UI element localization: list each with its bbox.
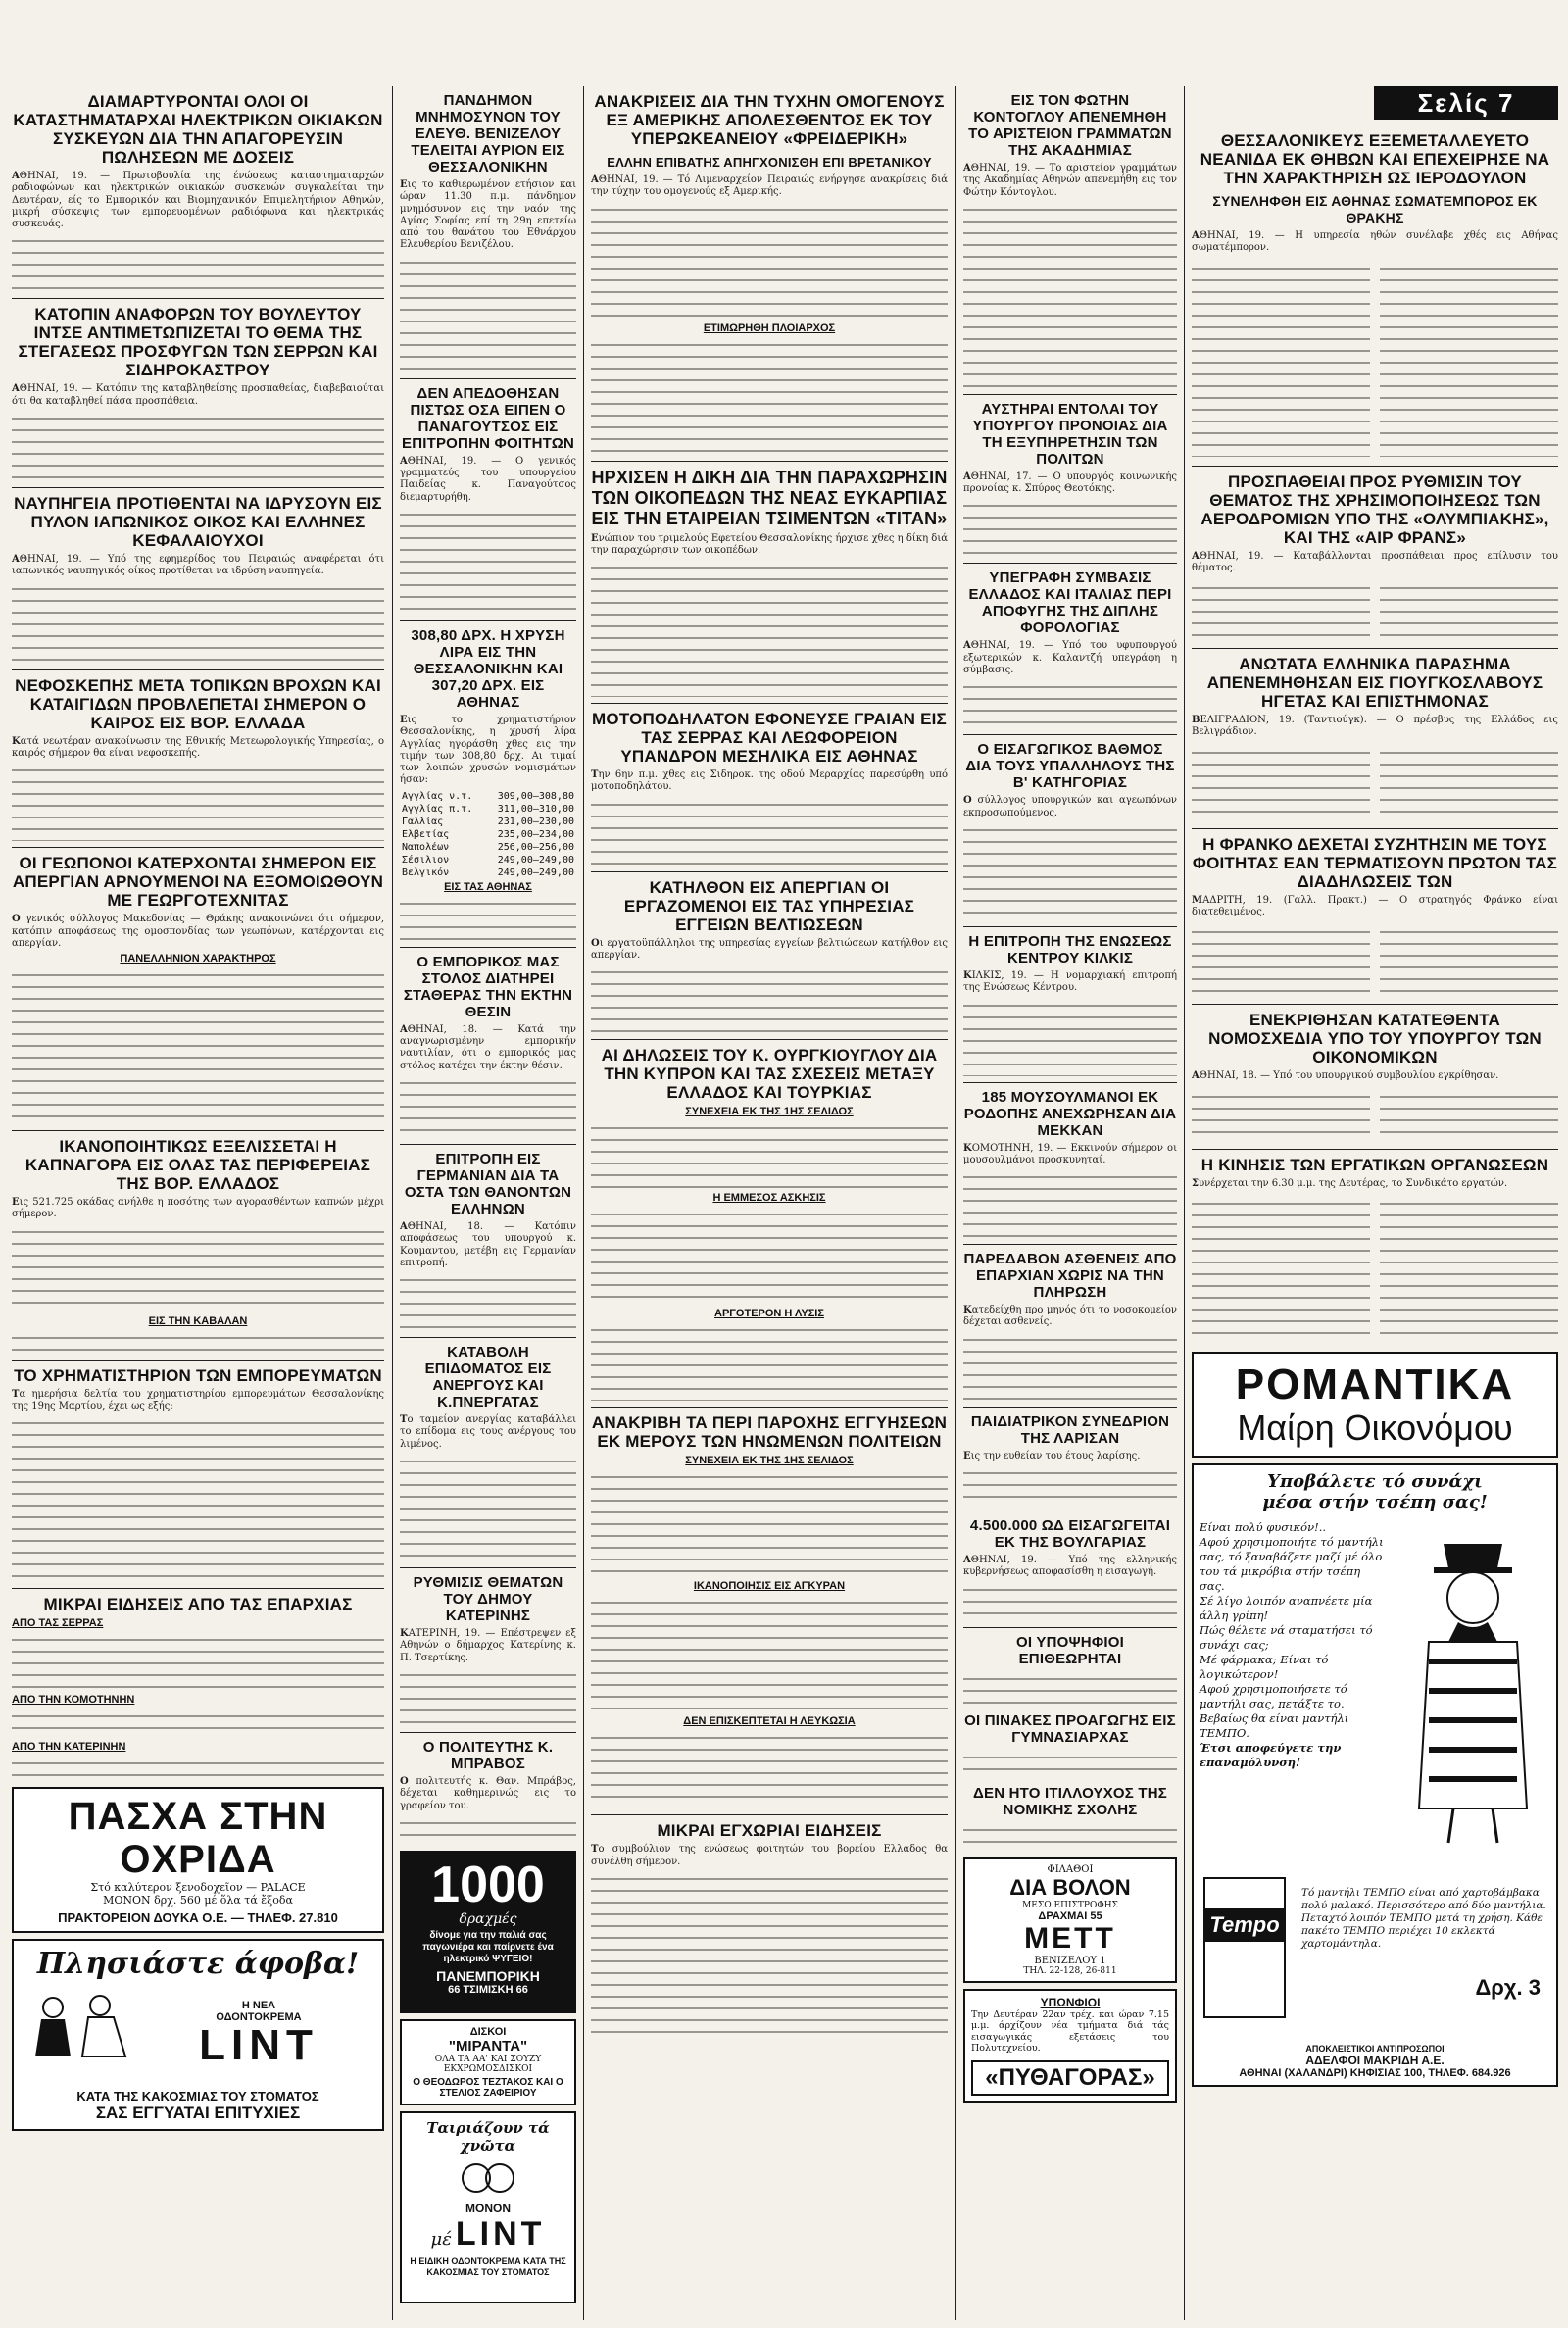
headline: Ο ΠΟΛΙΤΕΥΤΗΣ Κ. ΜΠΡΑΒΟΣ xyxy=(422,1738,554,1772)
column-2 xyxy=(400,86,576,2320)
headline: ΤΟ ΧΡΗΜΑΤΙΣΤΗΡΙΟΝ ΤΩΝ ΕΜΠΟΡΕΥΜΑΤΩΝ xyxy=(14,1365,382,1385)
ad-text: Έτσι αποφεύγετε την επαναμόλυνση! xyxy=(1200,1740,1342,1769)
headline: 4.500.000 ΩΔ ΕΙΣΑΓΩΓΕΙΤΑΙ ΕΚ ΤΗΣ ΒΟΥΛΓΑΡΙΑΣ xyxy=(969,1517,1171,1552)
ad-book xyxy=(1192,1352,1558,1458)
text-block xyxy=(12,1709,384,1738)
faces-illustration xyxy=(459,2158,517,2198)
ad-title: Πλησιάστε άφοβα! xyxy=(36,1947,360,1982)
text-block xyxy=(963,1332,1177,1401)
headline: ΑΝΩΤΑΤΑ ΕΛΛΗΝΙΚΑ ΠΑΡΑΣΗΜΑ ΑΠΕΝΕΜΗΘΗΣΑΝ ΕΙΣ ΓΙΟΥΓΚΟΣΛΑΒΟΥΣ ΗΓΕΤΑΣ ΚΑΙ ΕΠΙΣΤΗΜΟΝΑΣ xyxy=(1206,655,1544,712)
ad-text: ΚΑΤΑ ΤΗΣ ΚΑΚΟΣΜΙΑΣ ΤΟΥ ΣΤΟΜΑΤΟΣ xyxy=(76,2089,319,2105)
ad-pythagoras xyxy=(963,1989,1177,2103)
headline: ΜΙΚΡΑΙ ΕΙΔΗΣΕΙΣ ΑΠΟ ΤΑΣ ΕΠΑΡΧΙΑΣ xyxy=(43,1595,353,1614)
ad-lint xyxy=(12,1939,384,2131)
headline: ΠΑΝΔΗΜΟΝ ΜΝΗΜΟΣΥΝΟΝ ΤΟΥ ΕΛΕΥΘ. ΒΕΝΙΖΕΛΟΥ ΤΕΛΕΙΤΑΙ ΑΥΡΙΟΝ ΕΙΣ ΘΕΣΣΑΛΟΝΙΚΗΝ xyxy=(411,92,565,175)
column-rule xyxy=(1184,86,1185,2320)
text-block xyxy=(12,1224,384,1313)
headline: ΑΝΑΚΡΙΒΗ ΤΑ ΠΕΡΙ ΠΑΡΟΧΗΣ ΕΓΓΥΗΣΕΩΝ ΕΚ ΜΕΡΟΥΣ ΤΩΝ ΗΝΩΜΕΝΩΝ ΠΟΛΙΤΕΙΩΝ xyxy=(591,1413,948,1452)
rate-row xyxy=(400,854,576,867)
headline: ΑΙ ΔΗΛΩΣΕΙΣ ΤΟΥ Κ. ΟΥΡΓΚΙΟΥΓΛΟΥ ΔΙΑ ΤΗΝ ΚΥΠΡΟΝ ΚΑΙ ΤΑΣ ΣΧΕΣΕΙΣ ΜΕΤΑΞΥ ΕΛΛΑΔΟΣ ΚΑΙ ΤΟΥΡΚΙΑΣ xyxy=(601,1046,938,1103)
rate-label: Βελγικόν xyxy=(402,867,450,878)
subheading: ΕΙΣ ΤΗΝ ΚΑΒΑΛΑΝ xyxy=(148,1314,248,1327)
article-text: Οι εργατοϋπάλληλοι της υπηρεσίας εγγείων βελτιώσεων κατήλθον εις απεργίαν. xyxy=(591,937,948,962)
text-block xyxy=(12,1632,384,1691)
text-block xyxy=(591,337,948,455)
article-text: ΑΘΗΝΑΙ, 18. — Υπό του υπουργικού συμβουλίου εγκρίθησαν. xyxy=(1192,1070,1499,1082)
article-text: ΑΘΗΝΑΙ, 18. — Κατόπιν αποφάσεως του υπουργού κ. Κουμαντου, μετέβη εις Γερμανίαν επιτροπή. xyxy=(400,1220,576,1268)
headline: 185 ΜΟΥΣΟΥΛΜΑΝΟΙ ΕΚ ΡΟΔΟΠΗΣ ΑΝΕΧΩΡΗΣΑΝ ΔΙΑ ΜΕΚΚΑΝ xyxy=(963,1088,1177,1139)
article-text: ΑΘΗΝΑΙ, 17. — Ο υπουργός κοινωνικής προνοίας κ. Σπύρος Θεοτόκης. xyxy=(963,471,1177,495)
column-1 xyxy=(12,86,384,2320)
text-block xyxy=(400,255,576,372)
ad-text: Στό καλύτερον ξενοδοχεῖον — PALACE xyxy=(90,1881,306,1895)
text-block xyxy=(963,998,1177,1076)
headline: ΟΙ ΥΠΟΨΗΦΙΟΙ ΕΠΙΘΕΩΡΗΤΑΙ xyxy=(1016,1633,1124,1667)
headline: ΠΑΡΕΔΑΒΟΝ ΑΣΘΕΝΕΙΣ ΑΠΟ ΕΠΑΡΧΙΑΝ ΧΩΡΙΣ ΝΑ ΤΗΝ ΠΛΗΡΩΣΗ xyxy=(963,1251,1177,1302)
article-text: Ο γενικός σύλλογος Μακεδονίας — Θράκης ανακοινώνει ότι σήμερον, κατόπιν αποφάσεως της ομοσπονδίας των γεωπόνων, κατέρχονται εις απεργίαν. xyxy=(12,914,384,949)
text-block xyxy=(12,581,384,664)
article-text: Εις το καθιερωμένον ετήσιον και ώραν 11.30 π.μ. πάνδημον μνημόσυνον εις την ναόν της Αγίας Σοφίας επί τη 29η επετείω από του θανάτου του Εθνάρχου Ελευθερίου Βενιζέλου. xyxy=(400,179,576,251)
article-text: Εις το χρηματιστήριον Θεσσαλονίκης, η χρυσή λίρα Αγγλίας ηγοράσθη χθες εις την τιμήν των 308,80 δρχ. Αι τιμαί των λοιπών χρυσών νομισμάτων ήσαν: xyxy=(400,714,576,786)
column-5 xyxy=(1192,125,1558,2320)
article-text: ΑΘΗΝΑΙ, 19. — Η υπηρεσία ηθών συνέλαβε χθές εις Αθήνας σωματέμπορον. xyxy=(1192,230,1558,254)
ad-discs xyxy=(400,2019,576,2105)
headline: 308,80 ΔΡΧ. Η ΧΡΥΣΗ ΛΙΡΑ ΕΙΣ ΤΗΝ ΘΕΣΣΑΛΟΝΙΚΗΝ ΚΑΙ 307,20 ΔΡΧ. ΕΙΣ ΑΘΗΝΑΣ xyxy=(411,626,565,711)
article-text: Συνέρχεται την 6.30 μ.μ. της Δευτέρας, το Συνδικάτο εργατών. xyxy=(1192,1177,1508,1189)
text-block xyxy=(963,1750,1177,1779)
ad-amount: 1000 xyxy=(431,1856,545,1913)
ad-text: ΜΕΣΩ ΕΠΙΣΤΡΟΦΗΣ xyxy=(1022,1900,1118,1910)
text-block xyxy=(963,822,1177,920)
article-text: ΑΘΗΝΑΙ, 19. — Υπό της ελληνικής κυβερνήσεως αποφασίσθη η εισαγωγή. xyxy=(963,1555,1177,1578)
ad-text: ΑΘΗΝΑΙ (ΧΑΛΑΝΔΡΙ) ΚΗΦΙΣΙΑΣ 100, ΤΗΛΕΦ. 684.926 xyxy=(1239,2066,1511,2079)
article-text: ΑΘΗΝΑΙ, 19. — Ο γενικός γραμματεύς του υπουργείου Παιδείας κ. Παναγούτσος διεμαρτυρήθη. xyxy=(400,455,576,503)
headline: Ο ΕΜΠΟΡΙΚΟΣ ΜΑΣ ΣΤΟΛΟΣ ΔΙΑΤΗΡΕΙ ΣΤΑΘΕΡΑΣ ΤΗΝ ΕΚΤΗΝ ΘΕΣΙΝ xyxy=(403,953,573,1020)
article-text: Ο σύλλογος υπουργικών και αγεωπόνων εκπροσωπούμενος. xyxy=(963,795,1177,818)
column-3 xyxy=(591,86,948,2320)
text-block xyxy=(963,1465,1177,1505)
ad-address: 66 ΤΣΙΜΙΣΚΗ 66 xyxy=(448,1983,528,1996)
headline: ΜΙΚΡΑΙ ΕΓΧΩΡΙΑΙ ΕΙΔΗΣΕΙΣ xyxy=(657,1821,882,1841)
headline: ΜΟΤΟΠΟΔΗΛΑΤΟΝ ΕΦΟΝΕΥΣΕ ΓΡΑΙΑΝ ΕΙΣ ΤΑΣ ΣΕΡΡΑΣ ΚΑΙ ΛΕΩΦΟΡΕΙΟΝ ΥΠΑΝΔΡΟΝ ΜΕΣΗΛΙΚΑ ΕΙΣ ΑΘΗΝΑΣ xyxy=(592,710,947,767)
ad-price: ΔΡΑΧΜΑΙ 55 xyxy=(1038,1909,1102,1922)
headline: ΣΥΝΕΛΗΦΘΗ ΕΙΣ ΑΘΗΝΑΣ ΣΩΜΑΤΕΜΠΟΡΟΣ ΕΚ ΘΡΑΚΗΣ xyxy=(1212,193,1538,225)
subheading: ΑΠΟ ΤΗΝ ΚΟΜΟΤΗΝΗΝ xyxy=(12,1694,135,1707)
text-block xyxy=(591,965,948,1033)
article-text: Εις 521.725 οκάδας ανήλθε η ποσότης των αγορασθέντων καπνών μέχρι σήμερον. xyxy=(12,1197,384,1220)
headline: ΕΙΣ ΤΟΝ ΦΩΤΗΝ ΚΟΝΤΟΓΛΟΥ ΑΠΕΝΕΜΗΘΗ ΤΟ ΑΡΙΣΤΕΙΟΝ ΓΡΑΜΜΑΤΩΝ ΤΗΣ ΑΚΑΔΗΜΙΑΣ xyxy=(968,92,1172,159)
ad-title: μέσα στήν τσέπη σας! xyxy=(1262,1491,1488,1512)
rate-row xyxy=(400,816,576,828)
subheading: ΑΡΓΟΤΕΡΟΝ Η ΛΥΣΙΣ xyxy=(714,1308,824,1320)
ad-film xyxy=(963,1857,1177,1983)
rate-value: 249,00—249,00 xyxy=(497,854,574,866)
ad-1000-drachmas xyxy=(400,1851,576,2013)
ad-text: Σέ λίγο λοιπόν αναπνέετε μία άλλη γρίπη! xyxy=(1200,1593,1373,1622)
ad-lint-2 xyxy=(400,2111,576,2303)
headline: Η ΦΡΑΝΚΟ ΔΕΧΕΤΑΙ ΣΥΖΗΤΗΣΙΝ ΜΕ ΤΟΥΣ ΦΟΙΤΗΤΑΣ ΕΑΝ ΤΕΡΜΑΤΙΣΟΥΝ ΠΡΩΤΟΝ ΤΑΣ ΔΙΑΔΗΛΩΣΕΙΣ ΤΩΝ xyxy=(1192,834,1558,891)
article-text: ΑΘΗΝΑΙ, 19. — Τό Λιμεναρχείον Πειραιώς ενήργησε ανακρίσεις διά την τύχην του ομογενούς εξ Αμερικής. xyxy=(591,174,948,198)
headline: ΑΥΣΤΗΡΑΙ ΕΝΤΟΛΑΙ ΤΟΥ ΥΠΟΥΡΓΟΥ ΠΡΟΝΟΙΑΣ ΔΙΑ ΤΗ ΕΞΥΠΗΡΕΤΗΣΙΝ ΤΩΝ ΠΟΛΙΤΩΝ xyxy=(972,400,1168,468)
ad-text: Αφού χρησιμοποιήτε τό μαντήλι σας, τό ξαναβάζετε μαζί μέ όλο του τά μικρόβια στήν τσέπη σας. xyxy=(1200,1534,1384,1593)
subheading: ΠΑΝΕΛΛΗΝΙΟΝ ΧΑΡΑΚΤΗΡΟΣ xyxy=(120,953,276,966)
article-text: ΚΑΤΕΡΙΝΗ, 19. — Επέστρεψεν εξ Αθηνών ο δήμαρχος Κατερίνης κ. Π. Τσερτίκης. xyxy=(400,1628,576,1663)
subheading: ΣΥΝΕΧΕΙΑ ΕΚ ΤΗΣ 1ΗΣ ΣΕΛΙΔΟΣ xyxy=(685,1106,854,1118)
ad-brand: «ΠΥΘΑΓΟΡΑΣ» xyxy=(971,2060,1169,2096)
headline: ΟΙ ΠΙΝΑΚΕΣ ΠΡΟΑΓΩΓΗΣ ΕΙΣ ΓΥΜΝΑΣΙΑΡΧΑΣ xyxy=(964,1711,1176,1746)
ad-text: Τό μαντήλι ΤΕΜΠΟ είναι από χαρτοβάμβακα πολύ μαλακό. Περισσότερο από δύο μαντήλια. Πεταχτό λοιπόν ΤΕΜΠΟ μετά τη χρήση. Κάθε πακέτο ΤΕΜΠΟ περιέχει 10 εκλεκτά χαρτομάντηλα. xyxy=(1301,1886,1546,1950)
ad-text: Η ΕΙΔΙΚΗ ΟΔΟΝΤΟΚΡΕΜΑ ΚΑΤΑ ΤΗΣ ΚΑΚΟΣΜΙΑΣ ΤΟΥ ΣΤΟΜΑΤΟΣ xyxy=(410,2255,566,2277)
text-block xyxy=(12,967,384,1124)
rate-label: Αγγλίας π.τ. xyxy=(402,803,473,815)
rate-label: Ελβετίας xyxy=(402,828,450,840)
ad-label: ΔΙΣΚΟΙ xyxy=(469,2025,507,2038)
rate-value: 309,00—308,80 xyxy=(497,790,574,802)
ad-brand: ΜΕΤΤ xyxy=(1024,1921,1116,1955)
rate-value: 231,00—230,00 xyxy=(497,816,574,827)
ad-text: Η ΝΕΑ xyxy=(241,2000,276,2012)
article-text: ΑΘΗΝΑΙ, 19. — Πρωτοβουλία της ένώσεως καταστηματαρχών ραδιοφώνων και ηλεκτρικών οικιακών συσκευών συγκαλείται την Δευτέραν, είς το Εμπορικόν και Βιομηχανικόν Επιμελητήριον Αθηνών, μικρή σύσκεψις των εμπορευομένων ραδιόφωνα και ηλεκτρικάς συσκευάς. xyxy=(12,171,384,230)
subheading: Η ΕΜΜΕΣΟΣ ΑΣΚΗΣΙΣ xyxy=(712,1192,826,1205)
article-text: Κατά νεωτέραν ανακοίνωσιν της Εθνικής Μετεωρολογικής Υπηρεσίας, ο καιρός σήμερον θα είναι νεφοσκεπής. xyxy=(12,735,384,759)
article-text: Το συμβούλιον της ενώσεως φοιτητών του βορείου Ελλαδος θα συνέλθη σήμερον. xyxy=(591,1844,948,1867)
rate-label: Γαλλίας xyxy=(402,816,444,827)
text-block xyxy=(12,1330,384,1354)
ad-text: Αφού χρησιμοποιήσετε τό μαντήλι σας, πετάξτε το. Βεβαίως θα είναι μαντήλι ΤΕΜΠΟ. xyxy=(1200,1681,1349,1740)
headline: ΔΕΝ ΗΤΟ ΙΤΙΛΛΟΥΧΟΣ ΤΗΣ ΝΟΜΙΚΗΣ ΣΧΟΛΗΣ xyxy=(973,1784,1167,1818)
rate-row xyxy=(400,803,576,816)
ad-brand: LINT xyxy=(455,2214,546,2253)
article-text: ΑΘΗΝΑΙ, 19. — Κατόπιν της καταβληθείσης προσπαθείας, διαβεβαιούται ότι θα καταβληθεί πάσα προσπάθεια. xyxy=(12,383,384,407)
headline: ΔΕΝ ΑΠΕΔΟΘΗΣΑΝ ΠΙΣΤΩΣ ΟΣΑ ΕΙΠΕΝ Ο ΠΑΝΑΓΟΥΤΣΟΣ ΕΙΣ ΕΠΙΤΡΟΠΗΝ ΦΟΙΤΗΤΩΝ xyxy=(402,384,574,452)
headline: ΕΛΛΗΝ ΕΠΙΒΑΤΗΣ ΑΠΗΓΧΟΝΙΣΘΗ ΕΠΙ ΒΡΕΤΑΝΙΚΟΥ xyxy=(607,155,932,170)
text-block xyxy=(12,1756,384,1781)
ad-oxrida xyxy=(12,1787,384,1933)
text-block xyxy=(591,202,948,320)
column-rule xyxy=(583,86,584,2320)
text-block xyxy=(12,233,384,292)
ad-text: μέ xyxy=(430,2228,452,2250)
ad-text: ΑΔΕΛΦΟΙ ΜΑΚΡΙΔΗ Α.Ε. xyxy=(1305,2053,1445,2067)
ad-price: Δρχ. 3 xyxy=(1475,1974,1541,2000)
ad-text: δίνομε για την παλιά σας παγωνιέρα και παίρνετε ένα ηλεκτρικό ΨΥΓΕΙΟ! xyxy=(422,1929,554,1964)
text-block xyxy=(400,1272,576,1331)
ad-phone: ΤΗΛ. 22-128, 26-811 xyxy=(1023,1965,1117,1976)
article-text: ΒΕΛΙΓΡΑΔΙΟΝ, 19. (Ταντιούγκ). — Ο πρέσβυς της Ελλάδος εις Βελιγράδιον. xyxy=(1192,715,1558,738)
rate-label: Ναπολέων xyxy=(402,841,450,853)
rate-row xyxy=(400,790,576,803)
ad-title: ΠΑΣΧΑ ΣΤΗΝ ΟΧΡΙΔΑ xyxy=(68,1795,328,1882)
subheading: ΕΙΣ ΤΑΣ ΑΘΗΝΑΣ xyxy=(444,880,532,893)
rate-label: Αγγλίας ν.τ. xyxy=(402,790,473,802)
ad-author: Μαίρη Οικονόμου xyxy=(1237,1407,1513,1448)
subheading: ΙΚΑΝΟΠΟΙΗΣΙΣ ΕΙΣ ΑΓΚΥΡΑΝ xyxy=(693,1580,846,1593)
headline: ΙΚΑΝΟΠΟΙΗΤΙΚΩΣ ΕΞΕΛΙΣΣΕΤΑΙ Η ΚΑΠΝΑΓΟΡΑ ΕΙΣ ΟΛΑΣ ΤΑΣ ΠΕΡΙΦΕΡΕΙΑΣ ΤΗΣ ΒΟΡ. ΕΛΛΑΔΟΣ xyxy=(24,1137,371,1194)
headline: ΟΙ ΓΕΩΠΟΝΟΙ ΚΑΤΕΡΧΟΝΤΑΙ ΣΗΜΕΡΟΝ ΕΙΣ ΑΠΕΡΓΙΑΝ ΑΡΝΟΥΜΕΝΟΙ ΝΑ ΕΞΟΜΟΙΩΘΟΥΝ ΜΕ ΓΕΩΡΓΟΤΕΧΝΙΤΑΣ xyxy=(12,854,384,911)
ad-text: ΣΑΣ ΕΓΓΥΑΤΑΙ ΕΠΙΤΥΧΙΕΣ xyxy=(95,2104,301,2123)
text-block xyxy=(963,1582,1177,1621)
headline: ΠΑΙΔΙΑΤΡΙΚΟΝ ΣΥΝΕΔΡΙΟΝ ΤΗΣ ΛΑΡΙΣΑΝ xyxy=(970,1412,1170,1447)
rate-row xyxy=(400,841,576,854)
couple-illustration xyxy=(24,1992,141,2060)
subheading: ΑΠΟ ΤΗΝ ΚΑΤΕΡΙΝΗΝ xyxy=(12,1741,126,1754)
ad-title: ΡΟΜΑΝΤΙΚΑ xyxy=(1235,1360,1515,1409)
headline: ΥΠΕΓΡΑΦΗ ΣΥΜΒΑΣΙΣ ΕΛΛΑΔΟΣ ΚΑΙ ΙΤΑΛΙΑΣ ΠΕΡΙ ΑΠΟΦΥΓΗΣ ΤΗΣ ΔΙΠΛΗΣ ΦΟΡΟΛΟΓΙΑΣ xyxy=(968,570,1172,637)
ad-text: ΑΠΟΚΛΕΙΣΤΙΚΟΙ ΑΝΤΙΠΡΟΣΩΠΟΙ xyxy=(1305,2043,1445,2054)
headline: ΝΕΦΟΣΚΕΠΗΣ ΜΕΤΑ ΤΟΠΙΚΩΝ ΒΡΟΧΩΝ ΚΑΙ ΚΑΤΑΙΓΙΔΩΝ ΠΡΟΒΛΕΠΕΤΑΙ ΣΗΜΕΡΟΝ Ο ΚΑΙΡΟΣ ΕΙΣ ΒΟΡ. ΕΛΛΑΔΑ xyxy=(15,675,381,732)
ad-pack-brand: Tempo xyxy=(1205,1908,1284,1942)
headline: ΘΕΣΣΑΛΟΝΙΚΕΥΣ ΕΞΕΜΕΤΑΛΛΕΥΕΤΟ ΝΕΑΝΙΔΑ ΕΚ ΘΗΒΩΝ ΚΑΙ ΕΠΕΧΕΙΡΗΣΕ ΝΑ ΤΗΝ ΧΑΡΑΚΤΗΡΙΣΗ ΩΣ ΙΕΡΟΔΟΥΛΟΝ xyxy=(1200,131,1550,187)
text-block xyxy=(963,1671,1177,1707)
text-block xyxy=(963,679,1177,728)
text-block xyxy=(591,560,948,697)
article-text: ΜΑΔΡΙΤΗ, 19. (Γαλλ. Πρακτ.) — Ο στρατηγός Φράνκο είναι διατεθειμένος. xyxy=(1192,894,1558,918)
ad-text: ΜΟΝΟΝ δρχ. 560 μέ ὅλα τά ἔξοδα xyxy=(103,1894,293,1907)
ad-address: ΒΕΝΙΖΕΛΟΥ 1 xyxy=(1034,1955,1106,1966)
ad-title: Ταιριάζουν τά χνῶτα xyxy=(426,2118,550,2155)
headline: ΕΝΕΚΡΙΘΗΣΑΝ ΚΑΤΑΤΕΘΕΝΤΑ ΝΟΜΟΣΧΕΔΙΑ ΥΠΟ ΤΟΥ ΥΠΟΥΡΓΟΥ ΤΩΝ ΟΙΚΟΝΟΜΙΚΩΝ xyxy=(1208,1011,1542,1067)
ad-title: ΔΙΑ ΒΟΛΟΝ xyxy=(1009,1874,1131,1900)
article-text: ΑΘΗΝΑΙ, 18. — Κατά την αναγνωρισμένην εμπορικήν ναυτιλίαν, ότι ο εμπορικός μας στόλος κατέχει την έκτην θέσιν. xyxy=(400,1023,576,1071)
ad-text: ΟΔΟΝΤΟΚΡΕΜΑ xyxy=(216,2011,302,2024)
text-block xyxy=(963,202,1177,388)
rate-value: 311,00—310,00 xyxy=(497,803,574,815)
ad-store: ΠΑΝΕΜΠΟΡΙΚΗ xyxy=(436,1967,540,1984)
headline: ΔΙΑΜΑΡΤΥΡΟΝΤΑΙ ΟΛΟΙ ΟΙ ΚΑΤΑΣΤΗΜΑΤΑΡΧΑΙ ΗΛΕΚΤΡΙΚΩΝ ΟΙΚΙΑΚΩΝ ΣΥΣΚΕΥΩΝ ΔΙΑ ΤΗΝ ΑΠΑΓΟΡΕΥΣΙΝ ΠΩΛΗΣΕΩΝ ΜΕ ΔΟΣΕΙΣ xyxy=(13,92,383,167)
rate-label: Σέσιλιον xyxy=(402,854,450,866)
ad-text: Την Δευτέραν 22αν τρέχ. και ώραν 7.15 μ.μ. άρχίζουν νέα τμήματα διά τάς εισαγωγικάς εξετάσεις του Πολυτεχνείου. xyxy=(971,2008,1169,2055)
article-text: Το ταμείον ανεργίας καταβάλλει το επίδομα εις τους ανέργους του λιμένος. xyxy=(400,1414,576,1450)
headline: ΑΝΑΚΡΙΣΕΙΣ ΔΙΑ ΤΗΝ ΤΥΧΗΝ ΟΜΟΓΕΝΟΥΣ ΕΞ ΑΜΕΡΙΚΗΣ ΑΠΟΛΕΣΘΕΝΤΟΣ ΕΚ ΤΟΥ ΥΠΕΡΩΚΕΑΝΕΙΟΥ «ΦΡΕΙΔΕΡΙΚΗ» xyxy=(594,92,945,148)
rate-value: 249,00—249,00 xyxy=(497,867,574,878)
article-text: Ενώπιον του τριμελούς Εφετείου Θεσσαλονίκης ήρχισε χθες η δίκη διά την παραχώρησιν των οικοπέδων. xyxy=(591,532,948,556)
text-block xyxy=(400,1667,576,1726)
ad-text: Ο ΘΕΟΔΩΡΟΣ ΤΕΖΤΑΚΟΣ ΚΑΙ Ο ΣΤΕΛΙΟΣ ΖΑΦΕΙΡΙΟΥ xyxy=(413,2076,564,2099)
rate-value: 235,00—234,00 xyxy=(497,828,574,840)
rate-row xyxy=(400,867,576,879)
man-illustration xyxy=(1399,1524,1546,1848)
text-block xyxy=(12,411,384,481)
article-text: Την 6ην π.μ. χθες εις Σιδηροκ. της οδού Μεραρχίας παρεσύρθη υπό μοτοποδηλάτου. xyxy=(591,769,948,793)
article-text: Κατεδείχθη προ μηνός ότι το νοσοκομείον δέχεται ασθενείς. xyxy=(963,1305,1177,1328)
text-block xyxy=(591,1120,948,1189)
article-text: Ο πολιτευτής κ. Θαν. Μπράβος, δέχεται καθημερινώς εις το γραφείον του. xyxy=(400,1775,576,1811)
text-block xyxy=(12,763,384,841)
ad-text: ΟΛΑ ΤΑ ΑΑ' ΚΑΙ ΣΟΥΖΥ ΕΚΧΡΩΜΟΣΔΙΣΚΟΙ xyxy=(434,2054,542,2074)
text-block xyxy=(591,1871,948,2038)
headline: ΗΡΧΙΣΕΝ Η ΔΙΚΗ ΔΙΑ ΤΗΝ ΠΑΡΑΧΩΡΗΣΙΝ ΤΩΝ ΟΙΚΟΠΕΔΩΝ ΤΗΣ ΝΕΑΣ ΕΥΚΑΡΠΙΑΣ ΕΙΣ ΤΗΝ ΕΤΑΙΡΕΙΑΝ ΤΣΙΜΕΝΤΩΝ «ΤΙΤΑΝ» xyxy=(591,467,948,528)
ad-label: ΥΠΩΝΦΙΟΙ xyxy=(1040,1995,1101,2009)
subheading: ΣΥΝΕΧΕΙΑ ΕΚ ΤΗΣ 1ΗΣ ΣΕΛΙΔΟΣ xyxy=(685,1455,854,1467)
text-block xyxy=(591,1207,948,1305)
headline: ΚΑΤΗΛΘΟΝ ΕΙΣ ΑΠΕΡΓΙΑΝ ΟΙ ΕΡΓΑΖΟΜΕΝΟΙ ΕΙΣ ΤΑΣ ΥΠΗΡΕΣΙΑΣ ΕΓΓΕΙΩΝ ΒΕΛΤΙΩΣΕΩΝ xyxy=(623,877,915,934)
tempo-pack xyxy=(1203,1877,1286,2018)
headline: Ο ΕΙΣΑΓΩΓΙΚΟΣ ΒΑΘΜΟΣ ΔΙΑ ΤΟΥΣ ΥΠΑΛΛΗΛΟΥΣ ΤΗΣ Β' ΚΑΤΗΓΟΡΙΑΣ xyxy=(965,741,1175,792)
text-block xyxy=(400,507,576,615)
gold-rates-table xyxy=(400,790,576,879)
article-text: Τα ημερήσια δελτία του χρηματιστηρίου εμπορευμάτων Θεσσαλονίκης της 19ης Μαρτίου, έχει ως εξής: xyxy=(12,1388,384,1412)
headline: ΠΡΟΣΠΑΘΕΙΑΙ ΠΡΟΣ ΡΥΘΜΙΣΙΝ ΤΟΥ ΘΕΜΑΤΟΣ ΤΗΣ ΧΡΗΣΙΜΟΠΟΙΗΣΕΩΣ ΤΩΝ ΑΕΡΟΔΡΟΜΙΩΝ ΥΠΟ ΤΗΣ «ΟΛΥΜΠΙΑΚΗΣ», ΚΑΙ ΤΗΣ «ΑΙΡ ΦΡΑΝΣ» xyxy=(1200,471,1549,547)
article-text: ΚΟΜΟΤΗΝΗ, 19. — Εκκινούν σήμερον οι μουσουλμάνοι προσκυνηταί. xyxy=(963,1142,1177,1165)
ad-brand: LINT xyxy=(199,2021,318,2070)
subheading: ΕΤΙΜΩΡΗΘΗ ΠΛΟΙΑΡΧΟΣ xyxy=(703,322,836,334)
text-block xyxy=(963,498,1177,557)
ad-text: Μέ φάρμακα; Είναι τό λογικώτερον! xyxy=(1200,1652,1329,1681)
text-block xyxy=(400,896,576,941)
headline: Η ΚΙΝΗΣΙΣ ΤΩΝ ΕΡΓΑΤΙΚΩΝ ΟΡΓΑΝΩΣΕΩΝ xyxy=(1200,1155,1549,1174)
headline: ΚΑΤΟΠΙΝ ΑΝΑΦΟΡΩΝ ΤΟΥ ΒΟΥΛΕΥΤΟΥ ΙΝΤΣΕ ΑΝΤΙΜΕΤΩΠΙΖΕΤΑΙ ΤΟ ΘΕΜΑ ΤΗΣ ΣΤΕΓΑΣΕΩΣ ΠΡΟΣΦΥΓΩΝ ΤΩΝ ΣΕΡΡΩΝ ΚΑΙ ΣΙΔΗΡΟΚΑΣΤΡΟΥ xyxy=(18,305,378,380)
article-text: Εις την ευθείαν του έτους λαρίσης. xyxy=(963,1450,1141,1461)
article-text: ΑΘΗΝΑΙ, 19. — Υπό του υφυπουργού εξωτερικών κ. Καλαντζή υπεγράφη η σύμβασις. xyxy=(963,640,1177,676)
text-block xyxy=(591,1469,948,1577)
text-block xyxy=(591,797,948,866)
page-number-logo: Σελίς 7 xyxy=(1374,86,1558,120)
ad-text: Πώς θέλετε νά σταματήσει τό συνάχι σας; xyxy=(1200,1622,1373,1652)
article-text: ΚΙΛΚΙΣ, 19. — Η νομαρχιακή επιτροπή της Ενώσεως Κέντρου. xyxy=(963,969,1177,994)
text-block xyxy=(591,1730,948,1808)
ad-text: Είναι πολύ φυσικόν!.. xyxy=(1200,1519,1327,1534)
article-text: ΑΘΗΝΑΙ, 19. — Υπό της εφημερίδος του Πειραιώς αναφέρεται ότι ιαπωνικός ναυπηγικός οίκος προτίθεται να ιδρύση ναυπηγεία. xyxy=(12,554,384,577)
column-rule xyxy=(392,86,393,2320)
headline: Η ΕΠΙΤΡΟΠΗ ΤΗΣ ΕΝΩΣΕΩΣ ΚΕΝΤΡΟΥ ΚΙΛΚΙΣ xyxy=(968,932,1172,966)
ad-title: Υποβάλετε τό συνάχι xyxy=(1267,1470,1483,1492)
article-text: ΑΘΗΝΑΙ, 19. — Το αριστείον γραμμάτων της Ακαδημίας Αθηνών απενεμήθη εις τον Φώτην Κόντογλου. xyxy=(963,163,1177,198)
subheading: ΑΠΟ ΤΑΣ ΣΕΡΡΑΣ xyxy=(12,1617,104,1630)
column-4 xyxy=(963,86,1177,2320)
text-block xyxy=(591,1322,948,1401)
subheading: ΔΕΝ ΕΠΙΣΚΕΠΤΕΤΑΙ Η ΛΕΥΚΩΣΙΑ xyxy=(683,1715,856,1728)
text-block xyxy=(400,1454,576,1561)
rate-value: 256,00—256,00 xyxy=(497,841,574,853)
headline: ΕΠΙΤΡΟΠΗ ΕΙΣ ΓΕΡΜΑΝΙΑΝ ΔΙΑ ΤΑ ΟΣΤΑ ΤΩΝ ΘΑΝΟΝΤΩΝ ΕΛΛΗΝΩΝ xyxy=(404,1150,572,1217)
ad-agent: ΠΡΑΚΤΟΡΕΙΟΝ ΔΟΥΚΑ Ο.Ε. — ΤΗΛΕΦ. 27.810 xyxy=(58,1910,338,1926)
text-block xyxy=(400,1075,576,1138)
headline: ΚΑΤΑΒΟΛΗ ΕΠΙΔΟΜΑΤΟΣ ΕΙΣ ΑΝΕΡΓΟΥΣ ΚΑΙ Κ.ΠΝΕΡΓΑΤΑΣ xyxy=(424,1344,552,1412)
article-text: ΑΘΗΝΑΙ, 19. — Καταβάλλονται προσπάθειαι προς επίλυσιν του θέματος. xyxy=(1192,550,1558,573)
ad-unit: δραχμές xyxy=(459,1910,517,1927)
rate-row xyxy=(400,828,576,841)
ad-label: ΦΙΛΑΘΟΙ xyxy=(1047,1863,1094,1875)
headline: ΡΥΘΜΙΣΙΣ ΘΕΜΑΤΩΝ ΤΟΥ ΔΗΜΟΥ ΚΑΤΕΡΙΝΗΣ xyxy=(413,1574,564,1625)
text-block xyxy=(963,1169,1177,1238)
ad-title: "ΜΙΡΑΝΤΑ" xyxy=(448,2037,528,2055)
text-block xyxy=(963,1822,1177,1852)
text-block xyxy=(12,1415,384,1582)
ad-tempo xyxy=(1192,1463,1558,2087)
text-block xyxy=(591,1595,948,1712)
ad-text: ΜΟΝΟΝ xyxy=(466,2201,511,2215)
text-block xyxy=(400,1815,576,1845)
headline: ΝΑΥΠΗΓΕΙΑ ΠΡΟΤΙΘΕΝΤΑΙ ΝΑ ΙΔΡΥΣΟΥΝ ΕΙΣ ΠΥΛΟΝ ΙΑΠΩΝΙΚΟΣ ΟΙΚΟΣ ΚΑΙ ΕΛΛΗΝΕΣ ΚΕΦΑΛΑΙΟΥΧΟΙ xyxy=(14,494,382,551)
